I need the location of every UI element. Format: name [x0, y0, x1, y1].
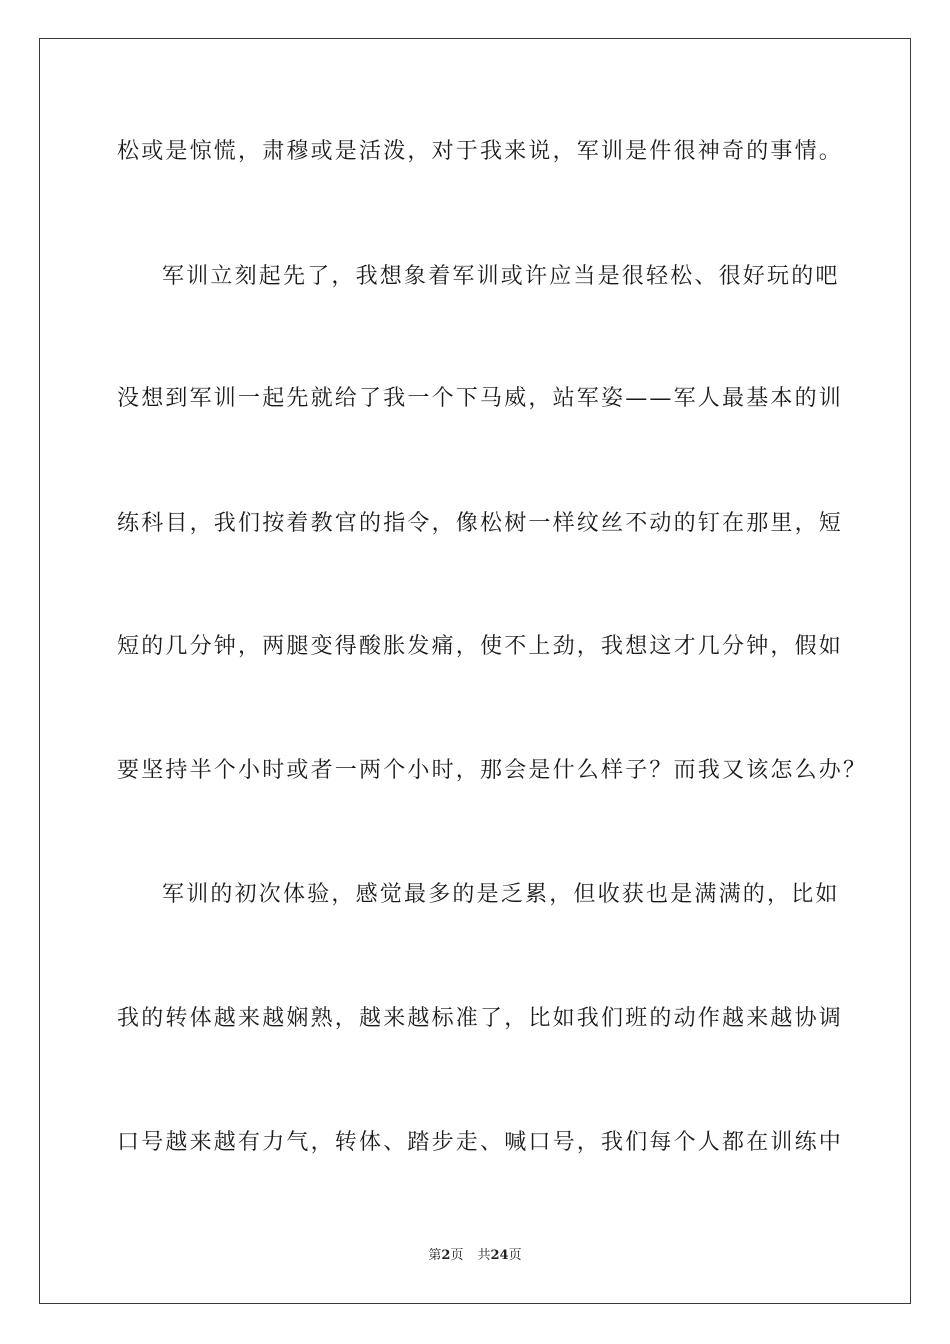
text-line-5: 短的几分钟，两腿变得酸胀发痛，使不上劲，我想这才几分钟，假如 [117, 634, 844, 659]
text-line-7: 军训的初次体验，感觉最多的是乏累，但收获也是满满的，比如 [162, 882, 840, 907]
text-line-4: 练科目，我们按着教官的指令，像松树一样纹丝不动的钉在那里，短 [117, 511, 844, 536]
text-line-3: 没想到军训一起先就给了我一个下马威，站军姿——军人最基本的训 [117, 386, 844, 411]
text-line-9: 口号越来越有力气，转体、踏步走、喊口号，我们每个人都在训练中 [117, 1130, 844, 1155]
page-prefix: 第 [428, 1248, 442, 1263]
page-number: 2 [441, 1248, 451, 1263]
total-suffix: 页 [508, 1248, 522, 1263]
page-footer [0, 1247, 950, 1265]
text-line-1: 松或是惊慌，肃穆或是活泼，对于我来说，军训是件很神奇的事情。 [117, 139, 844, 164]
page-suffix: 页 [450, 1248, 464, 1263]
text-line-6: 要坚持半个小时或者一两个小时，那会是什么样子？而我又该怎么办？ [117, 758, 868, 783]
page-border [39, 38, 911, 1304]
text-line-2: 军训立刻起先了，我想象着军训或许应当是很轻松、很好玩的吧 [162, 264, 840, 289]
total-prefix: 共 [477, 1248, 491, 1263]
total-pages: 24 [490, 1248, 509, 1263]
text-line-8: 我的转体越来越娴熟，越来越标准了，比如我们班的动作越来越协调 [117, 1006, 844, 1031]
